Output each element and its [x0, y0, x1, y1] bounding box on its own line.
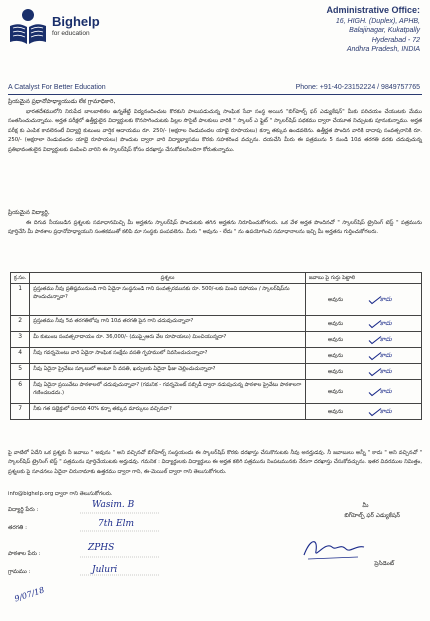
- class-value[interactable]: 7th Elm: [98, 519, 134, 529]
- closing-paragraph: పై వాటిలో ఏదేని ఒక ప్రశ్నకు నీ జవాబు " అవును " అని వచ్చినచో బిగ్‌హెల్ప్ సంస్థయందు ఈ స్కాలర్‌షిప్ కొరకు దరఖాస్తు చేసుకొనుటకు నీవు అనర్హుడవు. నీ జవాబులు అన్నీ " కాదు " అని వచ్చినచో " స్కాలర్‌షిప్ ట్రైనింగ్ టెస్ట్ " పత్రమును పూర్తిచేయుటకు అర్హుడవు. గమనిక : విద్యార్థులకు విద్యార్థులు ఈ అర్హత కలిగి పత్రమును నింపటమునకు నేరుగా దరఖాస్తు చేసుకోవచ్చును. ఇతర వివరముల నిమిత్తం, ప్రశ్నలకు పై సూచనలు ఏదైనా చిరునామాకు ఉత్తరము ద్వారా గాని, ఈ-మెయిల్ ద్వారా గాని తెలుసుకోగలరు.: [8, 450, 422, 475]
- table-row: [11, 332, 422, 348]
- field-underlines: [80, 512, 170, 592]
- intro-paragraph: భారతదేశములోని నిరుపేద బాలబాలికల ఉన్నతేట్టి విద్యనందించుట కొరకుని పాటుపడుచున్న సాంఘిక సేవా సంస్థ అయిన "బిగ్‌హెల్ప్ ఫర్ ఎడ్యుకేషన్" మీకు పరిచయం చేయుటకు మేము సంతసించుచున్నాము. అర్హత పరీక్షలో ఉత్తీర్ణులైన విద్యార్థులకు కొనసాగించుటకు పిల్లల సొసైటీ పాలకులు వారికి " స్కాలర్ ఎ ఫ్లైట్ " స్కాలర్‌షిప్ పథకము ద్వారా చేయూత నిచ్చుటకు పూనుకున్నాము. అర్హత పరీక్ష కు ఎంపిక కావలెనంటే విద్యార్థి కుటుంబ వార్షిక ఆదాయము రూ. 250/- (అక్షరాల రెండువందల యాభై రూపాయలు) కన్నా తక్కువ ఉండవలెను. ఉత్తీర్ణత పొందిన వారికి దాదాపు సంవత్సరానికి రూ. 250/- (అక్షరాలా రెండువందల యాభై రూపాయలు) పొందుట ద్వారా వారి విద్యాభ్యాసము కొరకు సహకరించ వచ్చును. దయచేసి మీరు ఈ పత్రమును 5 నుండి 10వ తరగతి వరకు చదువుచున్న ప్రతిభావంతులైన విద్యార్థులకు పంపించి వారిని ఈ స్కాలర్‌షిప్ కోసం దరఖాస్తు చేసుకోవలసిందిగా కోరుతున్నాము.: [8, 108, 422, 153]
- col-header-answer: జవాబు పై గుర్తు పెట్టాలి: [305, 273, 421, 284]
- greeting-student: ప్రియమైన విద్యార్థి,: [8, 210, 50, 216]
- sign-line-2: బిగ్‌హెల్ప్ ఫర్ ఎడ్యుకేషన్: [344, 513, 400, 519]
- contact-email: info@bighelp.org ద్వారా గాని తెలుసుకోగలరు.: [8, 491, 113, 497]
- answer-cell: [305, 404, 421, 420]
- row-number: 4: [11, 348, 30, 364]
- brand: [52, 14, 100, 37]
- answer-yes-option[interactable]: అవును: [327, 352, 344, 359]
- student-section: [8, 209, 422, 238]
- row-number: 6: [11, 380, 30, 404]
- greeting-headmaster: ప్రియమైన ప్రధానోపాధ్యాయుడు లేక గ్రామాధికారి,: [8, 99, 116, 105]
- question-text: నీవు ఏదైనా ప్రయివేటు పాఠశాలలో చదువుచున్నావా? (గమనిక - గవర్నమెంట్ సబ్సిడీ ద్వారా నడుపుచున్న పాఠశాల ప్రైవేటు పాఠశాలగా గణించబడదు.): [30, 380, 306, 404]
- office-title: Administrative Office:: [326, 5, 420, 15]
- answer-yes-option[interactable]: అవును: [327, 296, 344, 303]
- answer-yes-option[interactable]: అవును: [327, 408, 344, 415]
- row-number: 2: [11, 316, 30, 332]
- student-name-label: విద్యార్థి పేరు :: [8, 507, 39, 513]
- president-signature-icon: [300, 533, 370, 563]
- row-number: 1: [11, 284, 30, 316]
- table-row: [11, 284, 422, 316]
- table-row: [11, 316, 422, 332]
- question-text: నీవు ఏదైనా ప్రైవేటు స్కూలులో అంటూ నీ వసతి, ఖర్చులకు ఏదైనా ఫీజు చెల్లించుచున్నావా?: [30, 364, 306, 380]
- answer-no-option[interactable]: కాదు: [379, 367, 392, 375]
- col-header-sno: క్ర.సం.: [11, 273, 30, 284]
- student-name-row: [8, 506, 52, 514]
- brand-name: Bighelp: [52, 14, 100, 29]
- class-label: తరగతి :: [8, 525, 27, 531]
- col-header-question: ప్రశ్నలు: [30, 273, 306, 284]
- question-text: ప్రస్తుతము నీవు ప్రతిష్ఠమునుండి గాని ఏదైనా సంస్థనుండి గాని సంవత్సరమునకు రూ. 500/-లకు మించి సహాయం / స్కాలర్‌షిప్‌ను పొందుచున్నావా?: [30, 284, 306, 316]
- sign-line-3: ప్రెసిడెంట్: [374, 561, 395, 567]
- answer-yes-option[interactable]: అవును: [327, 336, 344, 343]
- address-line-1: 16, HIGH. (Duplex), APHB,: [335, 18, 420, 26]
- question-text: ప్రస్తుతము నీవు 5వ తరగతిలోపు గాని 10వ తరగతి పైన గాని చదువుచున్నావా?: [30, 316, 306, 332]
- office-address: [326, 6, 420, 54]
- table-row: [11, 348, 422, 364]
- bighelp-logo-icon: [6, 6, 50, 50]
- answer-yes-option[interactable]: అవును: [327, 320, 344, 327]
- school-label: పాఠశాల పేరు :: [8, 551, 41, 557]
- school-row: [8, 550, 52, 558]
- answer-cell: [305, 332, 421, 348]
- answer-no-option[interactable]: కాదు: [379, 335, 392, 343]
- answer-no-option[interactable]: కాదు: [379, 387, 392, 395]
- eligibility-table: [10, 272, 422, 420]
- phone-numbers: Phone: +91-40-23152224 / 9849757765: [295, 84, 420, 91]
- sign-line-1: మీ: [362, 503, 369, 509]
- answer-no-option[interactable]: కాదు: [379, 351, 392, 359]
- question-text: నీవు గవర్నమెంటు వారి ఏదైనా సాంఘిక సంక్షేమ వసతి గృహములో నివసించుచున్నావా?: [30, 348, 306, 364]
- answer-no-option[interactable]: కాదు: [379, 295, 392, 303]
- letter-intro: [8, 98, 422, 156]
- address-line-4: Andhra Pradesh, INDIA: [346, 45, 420, 53]
- table-header-row: [11, 273, 422, 284]
- row-number: 7: [11, 404, 30, 420]
- question-text: మీ కుటుంబ సంవత్సరాదాయం రూ. 36,000/- (ముప్పైఆరు వేల రూపాయలు) మించియున్నదా?: [30, 332, 306, 348]
- class-row: [8, 524, 52, 532]
- answer-yes-option[interactable]: అవును: [327, 368, 344, 375]
- address-line-3: Hyderabad - 72: [371, 36, 420, 44]
- table-row: [11, 380, 422, 404]
- answer-cell: [305, 316, 421, 332]
- row-number: 5: [11, 364, 30, 380]
- student-paragraph: ఈ దిగువ నీయబడిన ప్రశ్నలకు సమాధానమిచ్చి మీ అర్హతను స్కాలర్‌షిప్ పొందుటకు తగిన అర్హతను నిరూపించుకోగలరు. ఒక వేళ అర్హత పొందినచో " స్కాలర్‌షిప్ ట్రైనింగ్ టెస్ట్ " పత్రమును పూర్తిచేసి మీ పాఠశాల ప్రధానోపాధ్యాయుని సంతకముతో కలిపి మా సంస్థకు పంపవలెను. మీరు " అవును - లేదు " ను ఉపయోగించి సమాధానాలను ఇచ్చి మీ అర్హతను గుర్తించుకోగలరు.: [8, 219, 422, 236]
- answer-cell: [305, 284, 421, 316]
- answer-no-option[interactable]: కాదు: [379, 407, 392, 415]
- question-text: నీకు గత సబ్జెక్టులో సరాసరి 40% కన్నా తక్కువ మార్కులు వచ్చినవా?: [30, 404, 306, 420]
- answer-cell: [305, 364, 421, 380]
- row-number: 3: [11, 332, 30, 348]
- village-row: [8, 568, 52, 576]
- answer-no-option[interactable]: కాదు: [379, 319, 392, 327]
- table-row: [11, 404, 422, 420]
- address-line-2: Balajinagar, Kukatpally: [349, 27, 420, 35]
- brand-subtitle: for education: [52, 30, 90, 37]
- answer-cell: [305, 348, 421, 364]
- village-label: గ్రామము :: [8, 569, 31, 575]
- village-value[interactable]: Juluri: [92, 565, 118, 575]
- answer-cell: [305, 380, 421, 404]
- table-row: [11, 364, 422, 380]
- school-value[interactable]: ZPHS: [88, 543, 115, 553]
- student-name-value[interactable]: Wasim. B: [92, 500, 135, 510]
- tagline: A Catalyst For Better Education: [8, 84, 106, 91]
- answer-yes-option[interactable]: అవును: [327, 388, 344, 395]
- header-divider: [8, 94, 422, 95]
- date-handwritten: 9/07/18: [13, 585, 46, 604]
